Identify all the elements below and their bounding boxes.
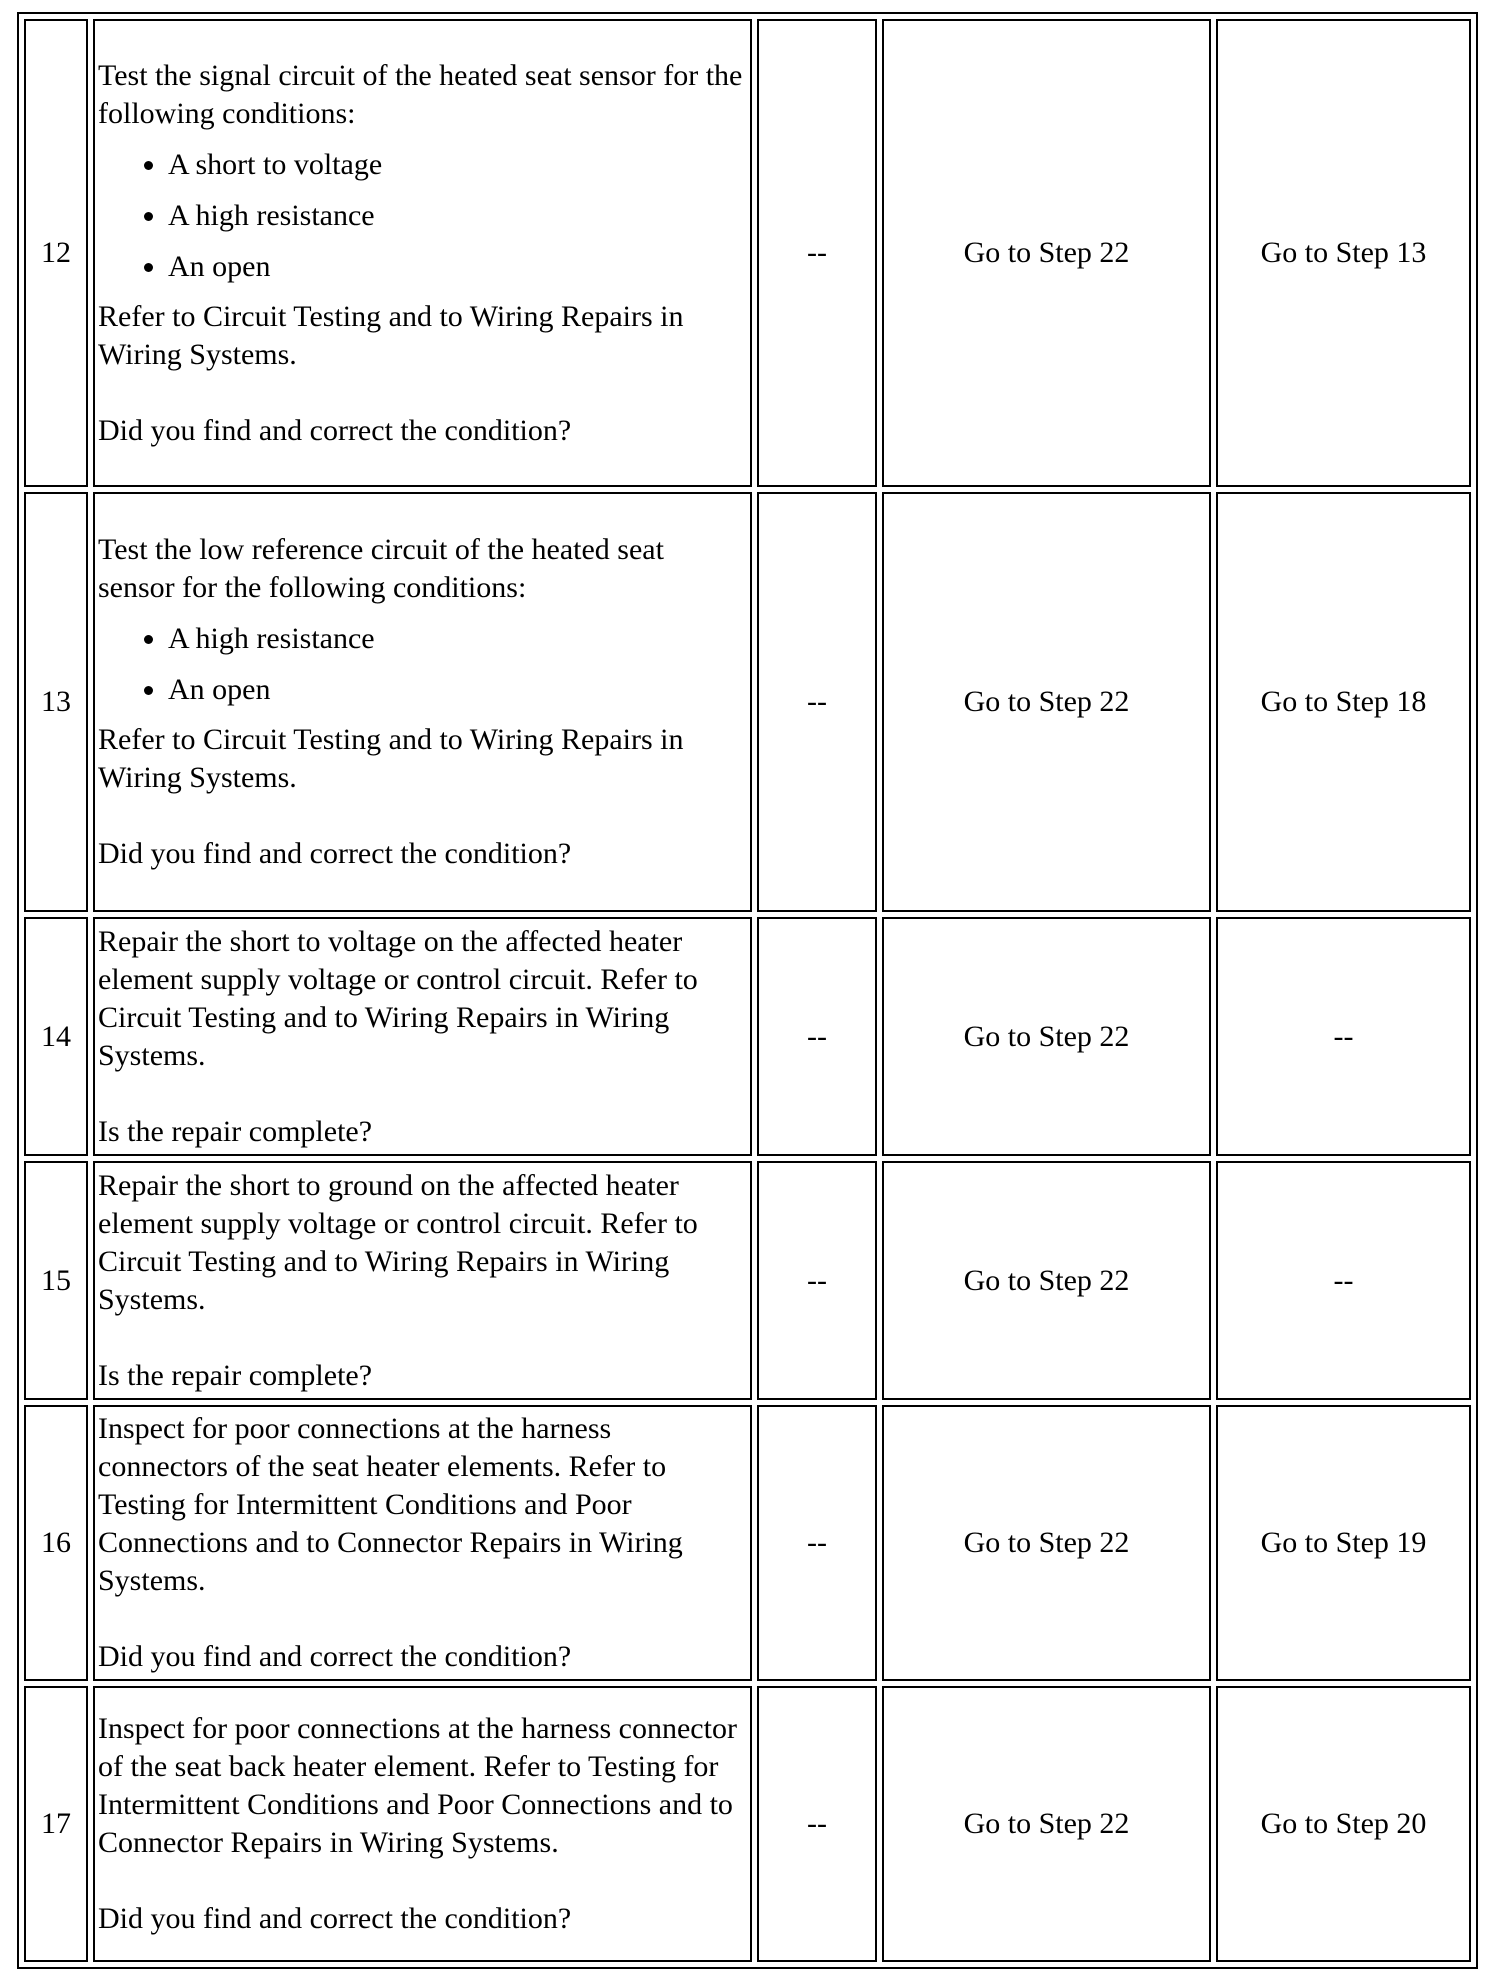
table-row xyxy=(24,492,1471,912)
value-cell: -- xyxy=(757,1161,877,1400)
no-cell: Go to Step 18 xyxy=(1216,492,1471,912)
action-cell xyxy=(93,1405,752,1681)
action-reference: Refer to Circuit Testing and to Wiring Repairs in Wiring Systems. xyxy=(98,299,684,371)
yes-cell: Go to Step 22 xyxy=(882,492,1211,912)
value-cell: -- xyxy=(757,1405,877,1681)
value-cell: -- xyxy=(757,492,877,912)
condition-item: • A high resistance xyxy=(168,613,747,664)
action-cell xyxy=(93,1161,752,1400)
condition-item: • An open xyxy=(168,241,747,292)
action-cell xyxy=(93,492,752,912)
no-cell: -- xyxy=(1216,1161,1471,1400)
no-cell: Go to Step 19 xyxy=(1216,1405,1471,1681)
table-row xyxy=(24,1405,1471,1681)
step-number: 13 xyxy=(24,492,88,912)
condition-item: • A high resistance xyxy=(168,190,747,241)
action-intro: Test the low reference circuit of the heated seat sensor for the following conditions: xyxy=(98,533,664,604)
yes-cell: Go to Step 22 xyxy=(882,19,1211,487)
yes-cell: Go to Step 22 xyxy=(882,1686,1211,1962)
value-cell: -- xyxy=(757,1686,877,1962)
step-number: 12 xyxy=(24,19,88,487)
page xyxy=(17,12,1474,1969)
action-cell xyxy=(93,917,752,1156)
action-question: Did you find and correct the condition? xyxy=(98,837,572,870)
condition-item: • A short to voltage xyxy=(168,139,747,190)
table-row xyxy=(24,1161,1471,1400)
step-number: 15 xyxy=(24,1161,88,1400)
action-text: Repair the short to ground on the affected heater element supply voltage or control circuit. Refer to Circuit Testing and to Wiring Repairs in Wiring Systems. xyxy=(98,1168,698,1316)
step-number: 14 xyxy=(24,917,88,1156)
action-reference: Refer to Circuit Testing and to Wiring Repairs in Wiring Systems. xyxy=(98,723,684,794)
action-cell xyxy=(93,19,752,487)
table-row xyxy=(24,917,1471,1156)
diagnostic-table xyxy=(17,12,1478,1969)
yes-cell: Go to Step 22 xyxy=(882,1405,1211,1681)
no-cell: Go to Step 20 xyxy=(1216,1686,1471,1962)
condition-list xyxy=(98,139,747,292)
value-cell: -- xyxy=(757,917,877,1156)
no-cell: -- xyxy=(1216,917,1471,1156)
action-question: Is the repair complete? xyxy=(98,1114,373,1148)
condition-item: • An open xyxy=(168,664,747,715)
yes-cell: Go to Step 22 xyxy=(882,1161,1211,1400)
action-text: Inspect for poor connections at the harness connector of the seat back heater element. Refer to Testing for Intermittent Conditions and Poor Connections and to Connector Repairs in Wiring Systems. xyxy=(98,1712,737,1859)
step-number: 16 xyxy=(24,1405,88,1681)
table-row xyxy=(24,19,1471,487)
yes-cell: Go to Step 22 xyxy=(882,917,1211,1156)
action-text: Repair the short to voltage on the affected heater element supply voltage or control circuit. Refer to Circuit Testing and to Wiring Repairs in Wiring Systems. xyxy=(98,924,698,1072)
step-number: 17 xyxy=(24,1686,88,1962)
action-question: Did you find and correct the condition? xyxy=(98,1902,572,1935)
action-cell xyxy=(93,1686,752,1962)
action-intro: Test the signal circuit of the heated seat sensor for the following conditions: xyxy=(98,58,743,130)
no-cell: Go to Step 13 xyxy=(1216,19,1471,487)
value-cell: -- xyxy=(757,19,877,487)
condition-list xyxy=(98,613,747,715)
action-question: Did you find and correct the condition? xyxy=(98,413,572,447)
table-row xyxy=(24,1686,1471,1962)
action-text: Inspect for poor connections at the harness connectors of the seat heater elements. Refer to Testing for Intermittent Conditions and Poor Connections and to Connector Repairs in Wiring Systems. xyxy=(98,1412,683,1597)
action-question: Is the repair complete? xyxy=(98,1358,373,1392)
action-question: Did you find and correct the condition? xyxy=(98,1640,572,1673)
